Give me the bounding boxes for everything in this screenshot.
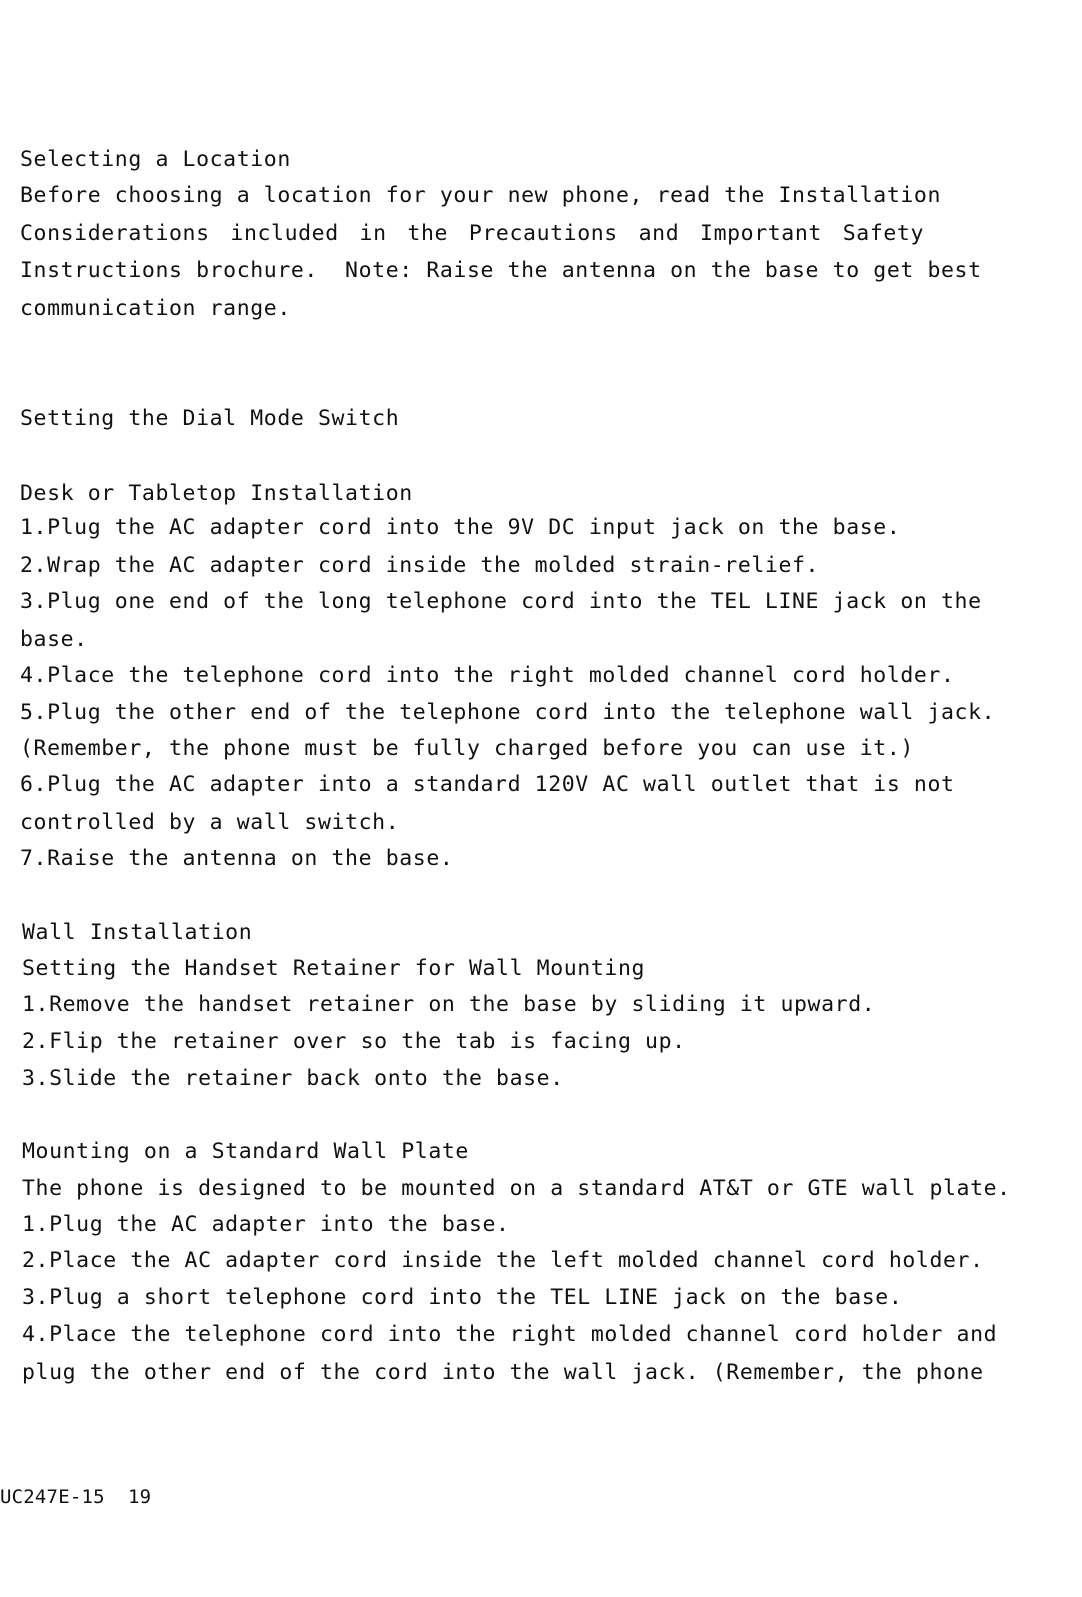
instruction-line: The phone is designed to be mounted on a standard AT&T or GTE wall plate. xyxy=(22,1176,1011,1201)
instruction-line: plug the other end of the cord into the wall jack. (Remember, the phone xyxy=(22,1360,984,1385)
section-heading-dial-mode: Setting the Dial Mode Switch xyxy=(20,406,400,431)
section-subheading-retainer: Setting the Handset Retainer for Wall Mounting xyxy=(22,956,646,981)
instruction-line: 2.Place the AC adapter cord inside the left molded channel cord holder. xyxy=(22,1248,984,1273)
paragraph-line: Considerations included in the Precautions and Important Safety xyxy=(20,221,924,246)
page-footer: UC247E-15 19 xyxy=(0,1486,152,1508)
instruction-line: 2.Flip the retainer over so the tab is facing up. xyxy=(22,1029,686,1054)
paragraph-line: Before choosing a location for your new phone, read the Installation xyxy=(20,183,941,208)
instruction-line: 3.Plug a short telephone cord into the TEL LINE jack on the base. xyxy=(22,1285,903,1310)
instruction-line: 1.Plug the AC adapter cord into the 9V DC input jack on the base. xyxy=(20,515,901,540)
instruction-line: 5.Plug the other end of the telephone cord into the telephone wall jack. xyxy=(20,700,996,725)
instruction-line: 3.Plug one end of the long telephone cord into the TEL LINE jack on the xyxy=(20,589,982,614)
section-heading-wall-plate: Mounting on a Standard Wall Plate xyxy=(22,1139,469,1164)
section-heading-wall: Wall Installation xyxy=(22,920,253,945)
paragraph-line: communication range. xyxy=(20,296,291,321)
instruction-line: 7.Raise the antenna on the base. xyxy=(20,846,454,871)
instruction-line: 1.Plug the AC adapter into the base. xyxy=(22,1212,510,1237)
instruction-line: base. xyxy=(20,627,88,652)
instruction-line: 3.Slide the retainer back onto the base. xyxy=(22,1066,564,1091)
section-heading-location: Selecting a Location xyxy=(20,147,291,172)
instruction-line: 4.Place the telephone cord into the right molded channel cord holder. xyxy=(20,663,955,688)
section-heading-desk: Desk or Tabletop Installation xyxy=(20,481,413,506)
instruction-line: controlled by a wall switch. xyxy=(20,810,400,835)
instruction-line: 4.Place the telephone cord into the right molded channel cord holder and xyxy=(22,1322,998,1347)
instruction-line: (Remember, the phone must be fully charged before you can use it.) xyxy=(20,736,914,761)
instruction-line: 1.Remove the handset retainer on the base by sliding it upward. xyxy=(22,992,876,1017)
paragraph-line: Instructions brochure. Note: Raise the antenna on the base to get best xyxy=(20,258,982,283)
instruction-line: 6.Plug the AC adapter into a standard 120V AC wall outlet that is not xyxy=(20,772,955,797)
instruction-line: 2.Wrap the AC adapter cord inside the molded strain-relief. xyxy=(20,553,820,578)
